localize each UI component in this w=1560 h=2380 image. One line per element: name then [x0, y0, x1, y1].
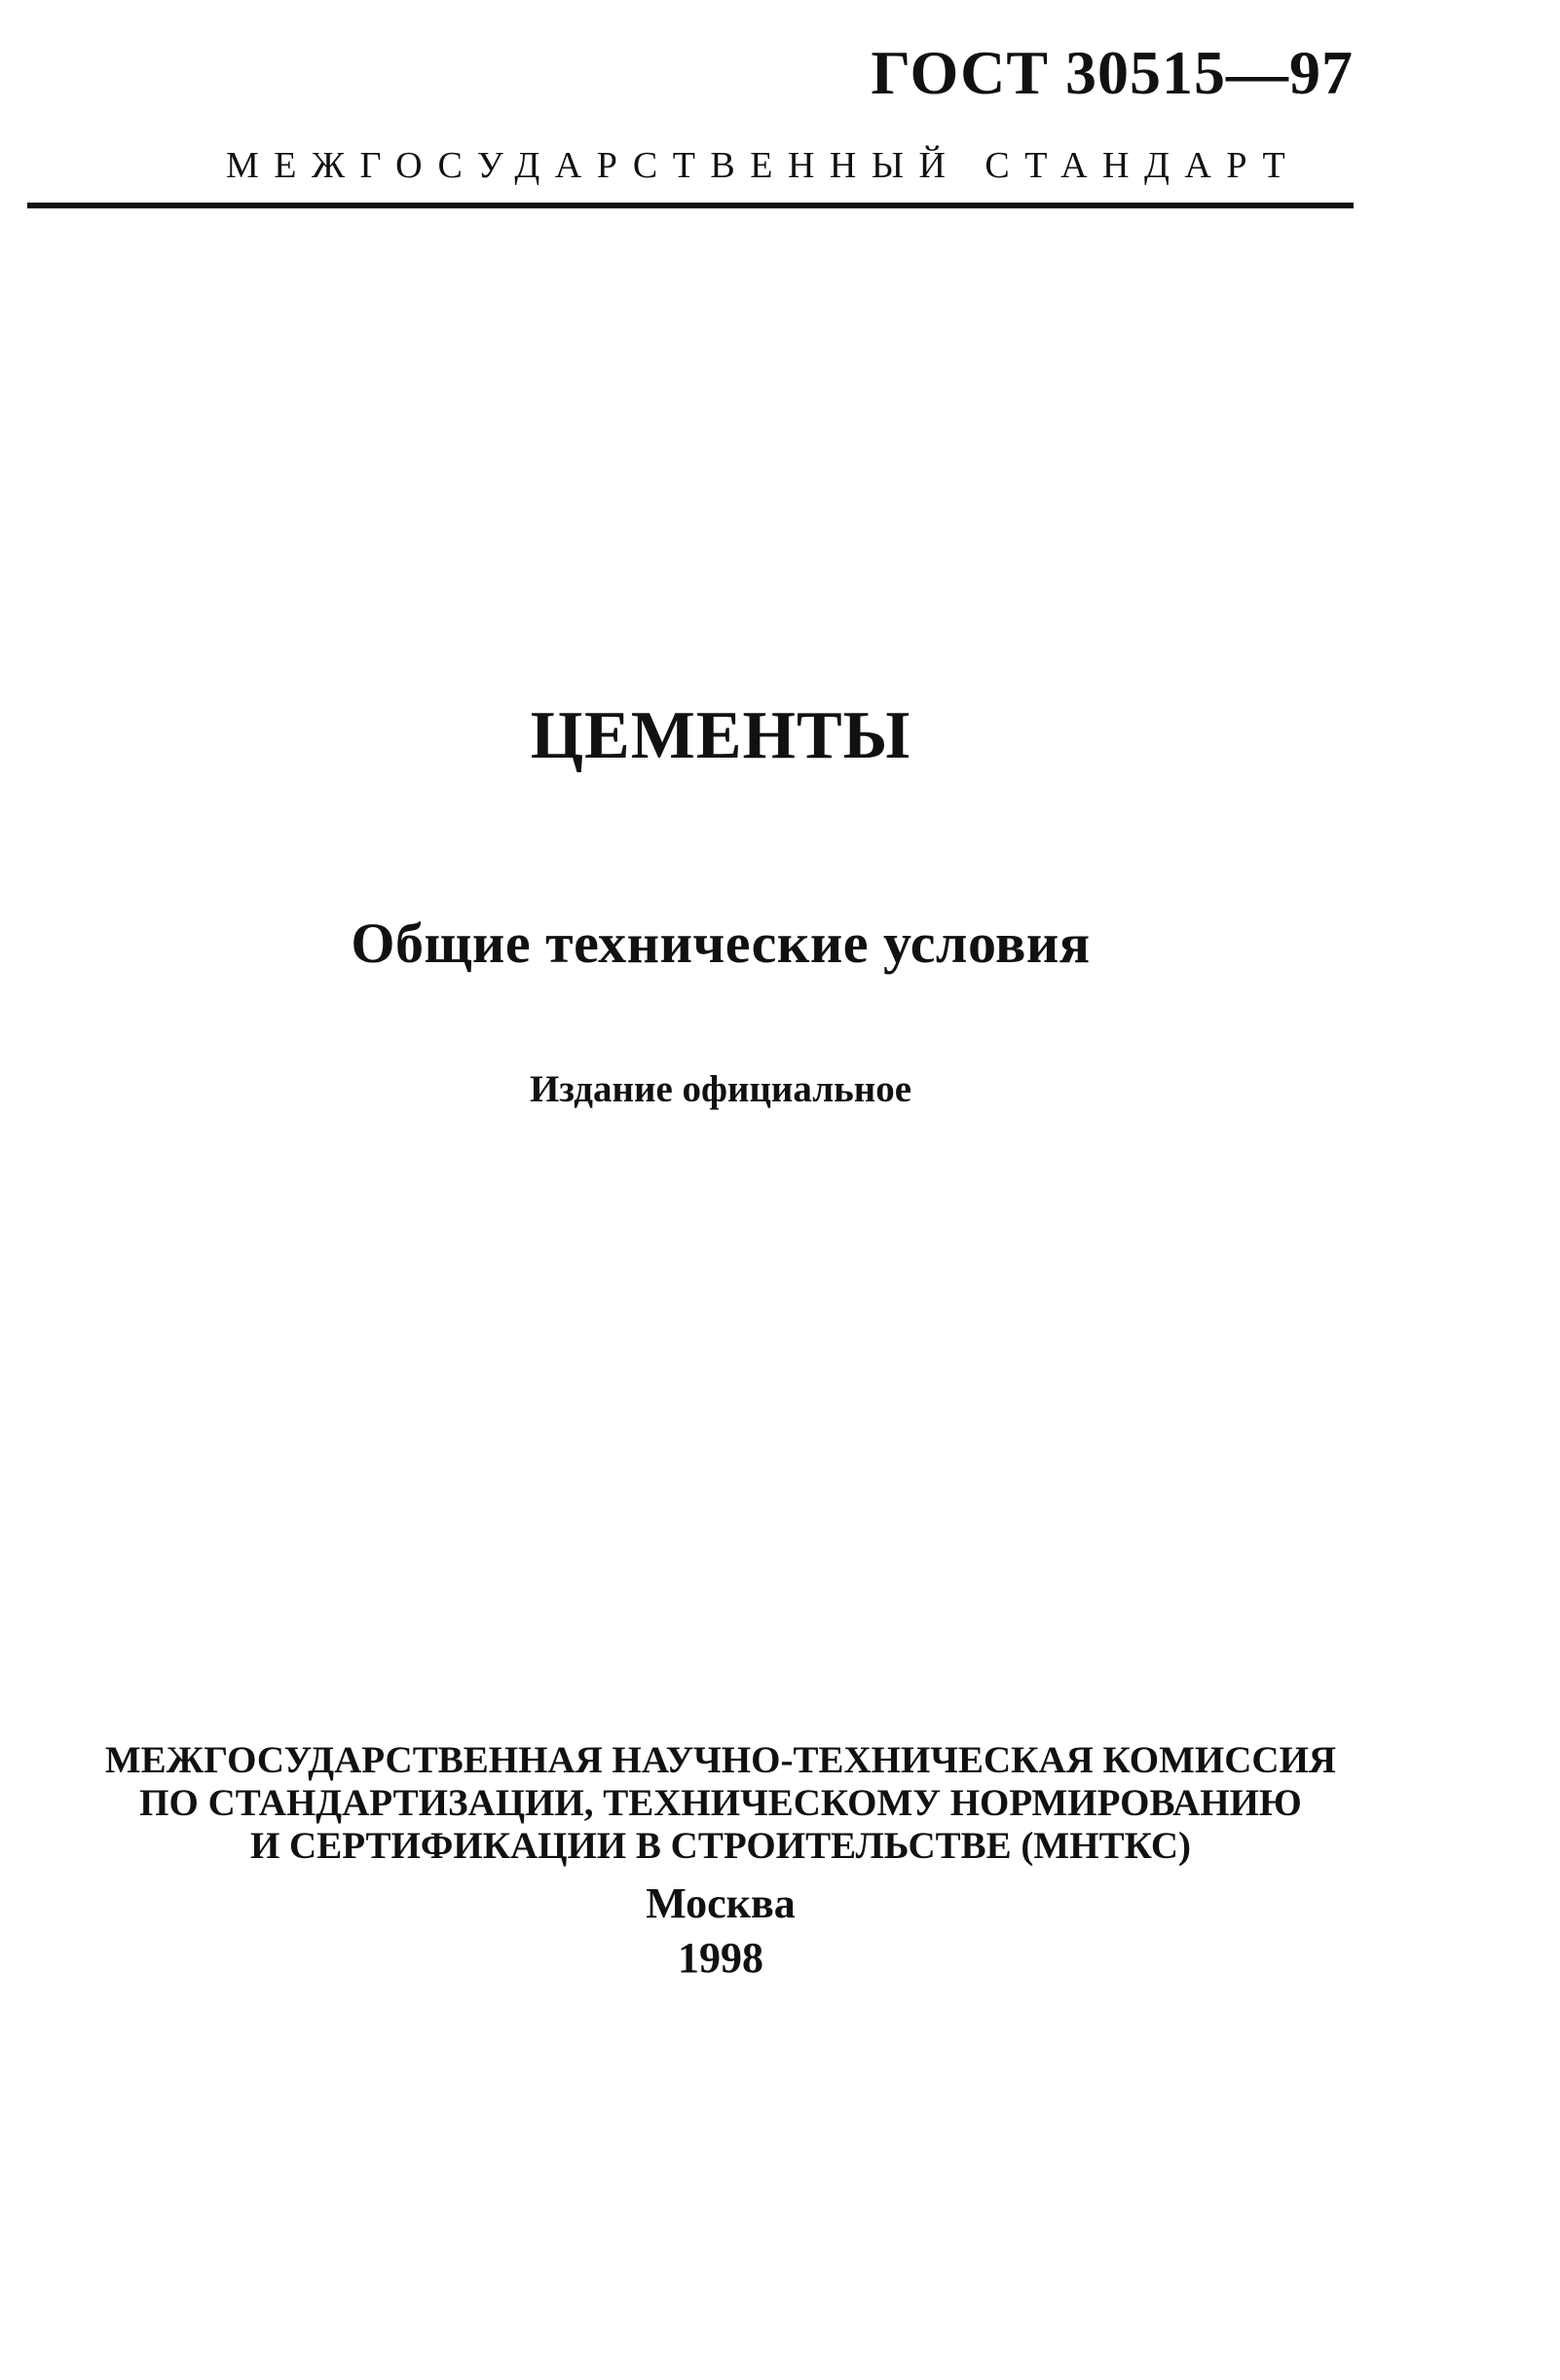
- publisher-line: ПО СТАНДАРТИЗАЦИИ, ТЕХНИЧЕСКОМУ НОРМИРОВАНИЮ: [139, 1782, 1302, 1824]
- document-title: ЦЕМЕНТЫ: [530, 698, 911, 773]
- document-subtitle: Общие технические условия: [351, 911, 1091, 975]
- publisher-line: И СЕРТИФИКАЦИИ В СТРОИТЕЛЬСТВЕ (МНТКС): [249, 1825, 1192, 1867]
- publication-year: 1998: [678, 1934, 763, 1982]
- standard-type-heading: МЕЖГОСУДАРСТВЕННЫЙ СТАНДАРТ: [226, 145, 1301, 186]
- publication-city: Москва: [646, 1879, 796, 1927]
- publisher-block: [0, 1739, 1441, 1868]
- publisher-line: МЕЖГОСУДАРСТВЕННАЯ НАУЧНО-ТЕХНИЧЕСКАЯ КОМИССИЯ: [104, 1739, 1337, 1781]
- edition-label: Издание официальное: [529, 1068, 912, 1110]
- document-code: ГОСТ 30515—97: [871, 38, 1354, 107]
- header-divider: [27, 203, 1354, 208]
